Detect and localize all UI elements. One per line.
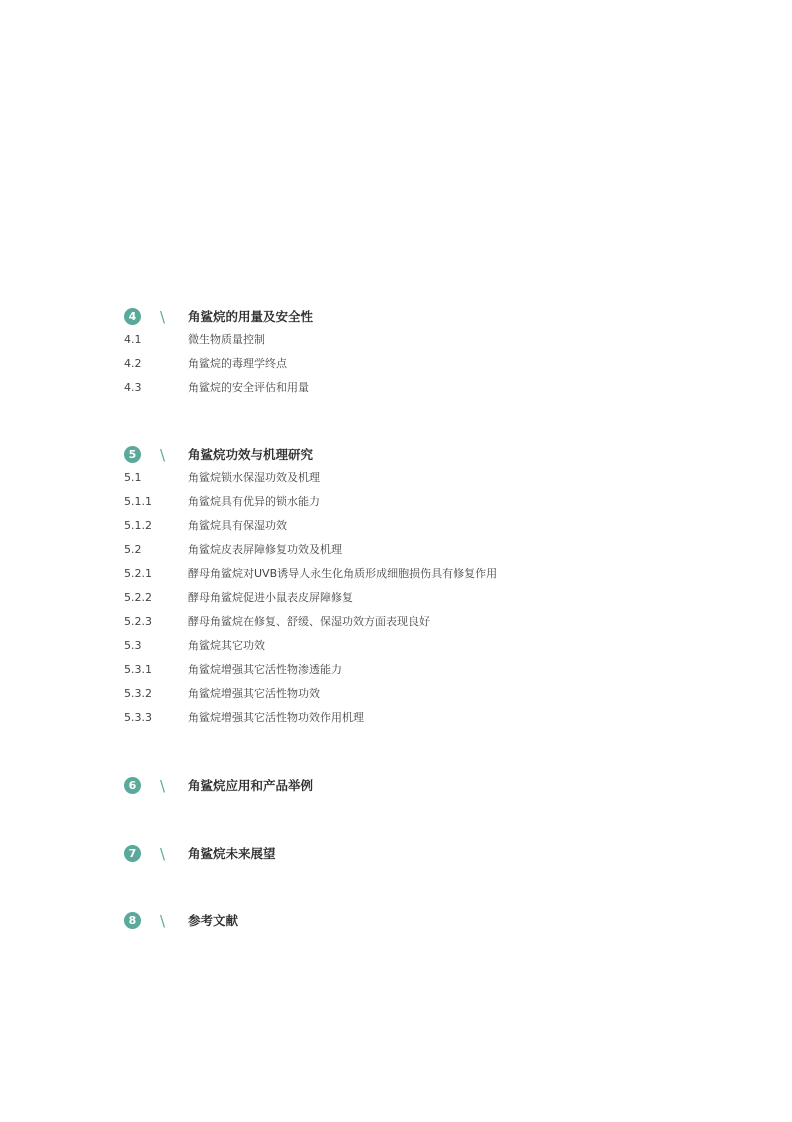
section-number-badge: 5 xyxy=(124,446,141,463)
toc-item-number: 5.2 xyxy=(124,543,142,556)
separator-slash: \ xyxy=(160,845,166,863)
toc-item-number: 5.1.2 xyxy=(124,519,152,532)
separator-slash: \ xyxy=(160,308,166,326)
toc-item-list xyxy=(124,466,764,730)
toc-item-number: 5.1.1 xyxy=(124,495,152,508)
toc-item-title: 角鲨烷的安全评估和用量 xyxy=(188,381,309,394)
toc-item-number: 4.2 xyxy=(124,357,142,370)
toc-item[interactable] xyxy=(124,562,764,586)
toc-section-7 xyxy=(124,843,764,865)
toc-item-title: 酵母角鲨烷对UVB诱导人永生化角质形成细胞损伤具有修复作用 xyxy=(188,567,498,580)
toc-item[interactable] xyxy=(124,352,764,376)
section-title: 角鲨烷应用和产品举例 xyxy=(188,778,314,793)
toc-section-heading[interactable] xyxy=(124,910,764,932)
toc-section-8 xyxy=(124,910,764,932)
toc-section-6 xyxy=(124,775,764,797)
toc-item[interactable] xyxy=(124,538,764,562)
toc-section-4 xyxy=(124,306,764,400)
toc-item[interactable] xyxy=(124,586,764,610)
toc-item-number: 5.2.3 xyxy=(124,615,152,628)
toc-section-heading[interactable] xyxy=(124,843,764,865)
section-number-badge: 8 xyxy=(124,912,141,929)
toc-item-number: 5.3.1 xyxy=(124,663,152,676)
section-number-badge: 6 xyxy=(124,777,141,794)
toc-item-title: 角鲨烷增强其它活性物渗透能力 xyxy=(188,663,342,676)
toc-item-title: 角鲨烷具有保湿功效 xyxy=(188,519,287,532)
toc-item-title: 角鲨烷皮表屏障修复功效及机理 xyxy=(188,543,342,556)
toc-item-title: 角鲨烷增强其它活性物功效 xyxy=(188,687,320,700)
toc-item[interactable] xyxy=(124,634,764,658)
toc-item-number: 5.1 xyxy=(124,471,142,484)
toc-item[interactable] xyxy=(124,466,764,490)
section-title: 角鲨烷未来展望 xyxy=(188,846,276,861)
toc-item-title: 酵母角鲨烷在修复、舒缓、保湿功效方面表现良好 xyxy=(188,615,430,628)
section-title: 参考文献 xyxy=(188,913,239,928)
toc-item[interactable] xyxy=(124,490,764,514)
toc-item-title: 酵母角鲨烷促进小鼠表皮屏障修复 xyxy=(188,591,353,604)
toc-item-number: 4.3 xyxy=(124,381,142,394)
toc-item-list xyxy=(124,328,764,400)
toc-item-number: 5.3 xyxy=(124,639,142,652)
toc-item-number: 5.3.2 xyxy=(124,687,152,700)
toc-item[interactable] xyxy=(124,376,764,400)
toc-item-title: 角鲨烷具有优异的锁水能力 xyxy=(188,495,320,508)
toc-item[interactable] xyxy=(124,610,764,634)
toc-item[interactable] xyxy=(124,658,764,682)
section-title: 角鲨烷的用量及安全性 xyxy=(188,309,314,324)
toc-item-number: 4.1 xyxy=(124,333,142,346)
toc-section-heading[interactable] xyxy=(124,444,764,466)
section-number-badge: 7 xyxy=(124,845,141,862)
toc-item-title: 角鲨烷的毒理学终点 xyxy=(188,357,287,370)
separator-slash: \ xyxy=(160,446,166,464)
toc-item-number: 5.2.2 xyxy=(124,591,152,604)
toc-item-title: 角鲨烷锁水保湿功效及机理 xyxy=(188,471,320,484)
toc-section-heading[interactable] xyxy=(124,306,764,328)
toc-item-title: 角鲨烷其它功效 xyxy=(188,639,265,652)
section-number-badge: 4 xyxy=(124,308,141,325)
toc-item[interactable] xyxy=(124,706,764,730)
toc-section-5 xyxy=(124,444,764,730)
toc-item-title: 微生物质量控制 xyxy=(188,333,265,346)
separator-slash: \ xyxy=(160,912,166,930)
toc-item[interactable] xyxy=(124,682,764,706)
toc-item[interactable] xyxy=(124,328,764,352)
toc-item-number: 5.3.3 xyxy=(124,711,152,724)
section-title: 角鲨烷功效与机理研究 xyxy=(188,447,314,462)
toc-item[interactable] xyxy=(124,514,764,538)
separator-slash: \ xyxy=(160,777,166,795)
toc-section-heading[interactable] xyxy=(124,775,764,797)
toc-item-title: 角鲨烷增强其它活性物功效作用机理 xyxy=(188,711,364,724)
toc-item-number: 5.2.1 xyxy=(124,567,152,580)
